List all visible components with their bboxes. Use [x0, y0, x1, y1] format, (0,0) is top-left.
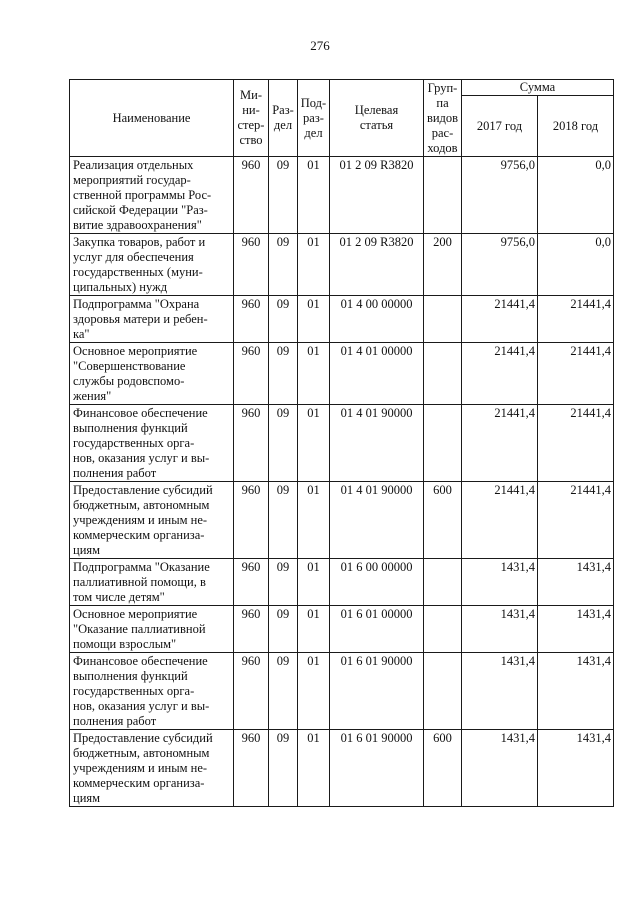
row-name: Финансовое обеспечение выполнения функций государственных орга- нов, оказания услуг и вы- полнения работ: [70, 405, 234, 482]
row-sum-2018: 1431,4: [538, 606, 614, 653]
row-name: Основное мероприятие "Оказание паллиативной помощи взрослым": [70, 606, 234, 653]
row-target-article: 01 6 00 00000: [330, 559, 424, 606]
row-expense-group: 600: [424, 730, 462, 807]
row-expense-group: [424, 405, 462, 482]
table-row: [70, 559, 614, 606]
header-ministry: Ми- ни- стер- ство: [234, 80, 269, 157]
row-sum-2018: 21441,4: [538, 296, 614, 343]
header-year-2017: 2017 год: [462, 96, 538, 157]
row-ministry: 960: [234, 405, 269, 482]
row-sum-2017: 1431,4: [462, 653, 538, 730]
row-sum-2017: 1431,4: [462, 559, 538, 606]
page-number: 276: [310, 38, 330, 53]
row-section: 09: [269, 482, 298, 559]
row-target-article: 01 2 09 R3820: [330, 234, 424, 296]
row-name: Подпрограмма "Оказание паллиативной помощи, в том числе детям": [70, 559, 234, 606]
row-name: Подпрограмма "Охрана здоровья матери и ребен- ка": [70, 296, 234, 343]
row-subsection: 01: [298, 343, 330, 405]
row-sum-2018: 1431,4: [538, 730, 614, 807]
row-sum-2018: 21441,4: [538, 482, 614, 559]
row-expense-group: [424, 606, 462, 653]
row-target-article: 01 6 01 90000: [330, 653, 424, 730]
row-section: 09: [269, 559, 298, 606]
row-subsection: 01: [298, 157, 330, 234]
table-row: [70, 482, 614, 559]
row-target-article: 01 4 01 90000: [330, 405, 424, 482]
header-expense-group: Груп- па видов рас- ходов: [424, 80, 462, 157]
header-subsection: Под- раз- дел: [298, 80, 330, 157]
row-ministry: 960: [234, 730, 269, 807]
row-target-article: 01 4 01 00000: [330, 343, 424, 405]
row-subsection: 01: [298, 296, 330, 343]
row-sum-2017: 21441,4: [462, 482, 538, 559]
table-row: [70, 234, 614, 296]
row-name: Закупка товаров, работ и услуг для обеспечения государственных (муни- ципальных) нужд: [70, 234, 234, 296]
row-sum-2017: 21441,4: [462, 296, 538, 343]
budget-table: [69, 79, 614, 807]
row-section: 09: [269, 234, 298, 296]
row-ministry: 960: [234, 234, 269, 296]
row-target-article: 01 6 01 00000: [330, 606, 424, 653]
row-section: 09: [269, 606, 298, 653]
table-row: [70, 405, 614, 482]
row-target-article: 01 6 01 90000: [330, 730, 424, 807]
row-section: 09: [269, 296, 298, 343]
header-name: Наименование: [70, 80, 234, 157]
row-sum-2018: 1431,4: [538, 653, 614, 730]
header-section: Раз- дел: [269, 80, 298, 157]
row-subsection: 01: [298, 653, 330, 730]
row-ministry: 960: [234, 482, 269, 559]
row-ministry: 960: [234, 157, 269, 234]
row-subsection: 01: [298, 482, 330, 559]
table-row: [70, 730, 614, 807]
row-ministry: 960: [234, 296, 269, 343]
row-sum-2018: 21441,4: [538, 343, 614, 405]
row-target-article: 01 4 00 00000: [330, 296, 424, 343]
row-expense-group: [424, 157, 462, 234]
header-year-2018: 2018 год: [538, 96, 614, 157]
row-subsection: 01: [298, 405, 330, 482]
table-row: [70, 343, 614, 405]
row-target-article: 01 2 09 R3820: [330, 157, 424, 234]
row-sum-2017: 9756,0: [462, 234, 538, 296]
row-subsection: 01: [298, 234, 330, 296]
table-row: [70, 606, 614, 653]
row-section: 09: [269, 343, 298, 405]
row-expense-group: 600: [424, 482, 462, 559]
row-target-article: 01 4 01 90000: [330, 482, 424, 559]
row-sum-2017: 21441,4: [462, 405, 538, 482]
row-sum-2017: 1431,4: [462, 730, 538, 807]
table-row: [70, 296, 614, 343]
row-name: Реализация отдельных мероприятий государ- ственной программы Рос- сийской Федерации "Раз- витие здравоохранения": [70, 157, 234, 234]
row-subsection: 01: [298, 559, 330, 606]
row-expense-group: [424, 653, 462, 730]
row-ministry: 960: [234, 343, 269, 405]
row-expense-group: [424, 343, 462, 405]
header-target-article: Целевая статья: [330, 80, 424, 157]
row-ministry: 960: [234, 606, 269, 653]
table-body: [70, 157, 614, 807]
row-expense-group: 200: [424, 234, 462, 296]
row-sum-2017: 1431,4: [462, 606, 538, 653]
table-row: [70, 653, 614, 730]
row-section: 09: [269, 730, 298, 807]
table-row: [70, 157, 614, 234]
row-subsection: 01: [298, 730, 330, 807]
row-section: 09: [269, 157, 298, 234]
row-expense-group: [424, 296, 462, 343]
row-sum-2017: 21441,4: [462, 343, 538, 405]
header-sum: Сумма: [462, 80, 614, 96]
row-name: Основное мероприятие "Совершенствование службы родовспомо- жения": [70, 343, 234, 405]
row-section: 09: [269, 653, 298, 730]
row-ministry: 960: [234, 559, 269, 606]
row-section: 09: [269, 405, 298, 482]
row-name: Предоставление субсидий бюджетным, автономным учреждениям и иным не- коммерческим организа- циям: [70, 730, 234, 807]
row-expense-group: [424, 559, 462, 606]
row-name: Предоставление субсидий бюджетным, автономным учреждениям и иным не- коммерческим организа- циям: [70, 482, 234, 559]
row-sum-2018: 0,0: [538, 234, 614, 296]
row-ministry: 960: [234, 653, 269, 730]
row-name: Финансовое обеспечение выполнения функций государственных орга- нов, оказания услуг и вы- полнения работ: [70, 653, 234, 730]
table-header: [70, 80, 614, 157]
row-sum-2018: 1431,4: [538, 559, 614, 606]
row-subsection: 01: [298, 606, 330, 653]
row-sum-2018: 0,0: [538, 157, 614, 234]
row-sum-2017: 9756,0: [462, 157, 538, 234]
row-sum-2018: 21441,4: [538, 405, 614, 482]
